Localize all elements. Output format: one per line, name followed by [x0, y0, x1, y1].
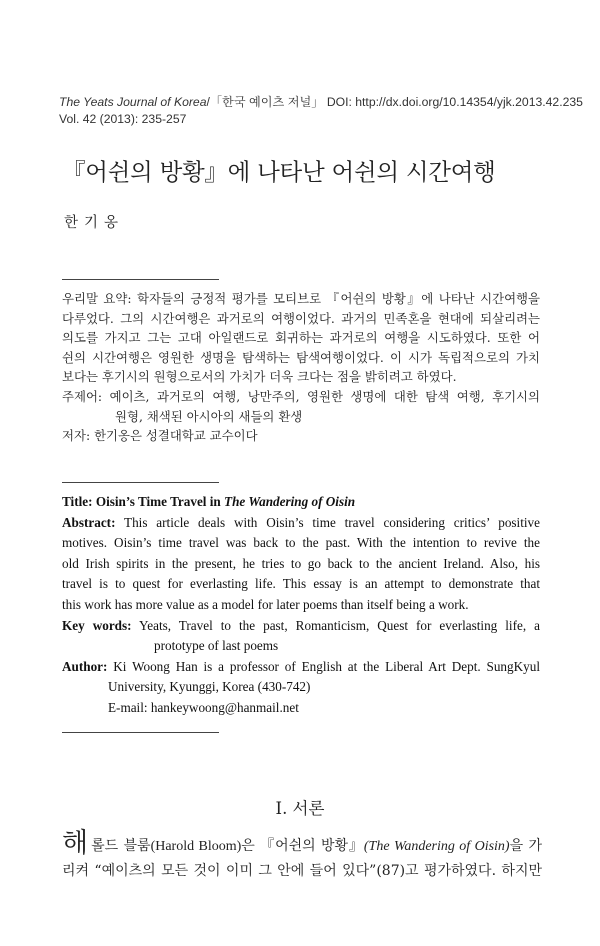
author-email: E-mail: hankeywoong@hanmail.net [108, 699, 299, 715]
body-line: 리켜 “예이츠의 모든 것이 이미 그 안에 들어 있다”(87)고 평가하였다. 하지만 [62, 863, 542, 879]
korean-abstract-line: 우리말 요약: 학자들의 긍정적 평가를 모티브로 『어쉰의 방황』에 나타난 시간여행을 [62, 291, 540, 306]
journal-title: The Yeats Journal of Korea [59, 95, 207, 109]
english-title-line: Title: Oisin’s Time Travel in The Wandering of Oisin [62, 494, 356, 509]
english-keywords: Key words: Yeats, Travel to the past, Romanticism, Quest for everlasting life, a [62, 617, 540, 633]
drop-cap: 해 [62, 828, 89, 859]
english-author-note-continued: University, Kyunggi, Korea (430-742) [108, 679, 311, 695]
divider-rule [62, 732, 219, 733]
korean-keywords-label: 주제어: [62, 388, 103, 404]
journal-citation-line [59, 94, 583, 111]
abstract-label: Abstract: [62, 514, 116, 530]
doi-link[interactable]: DOI: http://dx.doi.org/10.14354/yjk.2013.42.235 [323, 95, 583, 109]
divider-rule [62, 279, 219, 280]
english-abstract-line: motives. Oisin’s time travel was back to the past. With the intention to revive the [62, 535, 540, 551]
korean-keywords-continued: 원형, 채색된 아시아의 새들의 환생 [115, 408, 303, 424]
author-label: Author: [62, 658, 108, 674]
korean-abstract-line: 다루었다. 그의 시간여행은 과거로의 여행이었다. 과거의 민족혼을 현대에 되살리려는 [62, 310, 540, 326]
body-line: 해롤드 블룸(Harold Bloom)은 『어쉰의 방황』(The Wandering of Oisin)을 가 [62, 828, 543, 859]
english-abstract-line: travel is to quest for everlasting life. This essay is an attempt to demonstrate that [62, 576, 540, 592]
english-author-note: Author: Ki Woong Han is a professor of English at the Liberal Art Dept. SungKyul [62, 658, 540, 674]
keywords-label: Key words: [62, 617, 132, 633]
korean-author-note: 저자: 한기옹은 성결대학교 교수이다 [62, 428, 258, 444]
korean-keywords: 주제어: 예이츠, 과거로의 여행, 낭만주의, 영원한 생명에 대한 탐색 여행, 후기시의 [62, 388, 540, 404]
korean-abstract-line: 보다는 후기시의 원형으로서의 가치가 더욱 크다는 점을 밝히려고 하였다. [62, 369, 457, 385]
volume-info: Vol. 42 (2013): 235-257 [59, 112, 187, 126]
section-heading: I. 서론 [275, 799, 325, 818]
english-abstract-line: Abstract: This article deals with Oisin’s time travel considering critics’ positive [62, 514, 540, 530]
author-name: 한기옹 [64, 215, 125, 231]
korean-abstract-label: 우리말 요약: [62, 291, 132, 306]
paper-title: 『어쉰의 방황』에 나타난 어쉰의 시간여행 [62, 158, 496, 186]
korean-abstract-line: 쉰의 시간여행은 영원한 생명을 탐색하는 탐색여행이었다. 이 시가 독립적으로의 가치 [62, 349, 540, 365]
english-keywords-continued: prototype of last poems [154, 638, 279, 654]
english-abstract-line: old Irish spirits in the present, he tries to go back to the ancient Ireland. Also, his [62, 555, 540, 571]
english-abstract [62, 492, 540, 719]
work-title: The Wandering of Oisin [224, 494, 356, 509]
english-abstract-line: this work has more value as a model for later poems than itself being a work. [62, 596, 469, 612]
korean-abstract-line: 의도를 가지고 그는 고대 아일랜드로 회귀하는 과거로의 여행을 시도하였다. 또한 어 [62, 330, 540, 346]
journal-korean-name: /「한국 예이츠 저널」 [206, 95, 324, 109]
korean-abstract [62, 289, 540, 446]
korean-author-label: 저자: [62, 428, 91, 444]
body-paragraph [62, 828, 543, 883]
journal-header [59, 94, 583, 128]
divider-rule [62, 482, 219, 483]
